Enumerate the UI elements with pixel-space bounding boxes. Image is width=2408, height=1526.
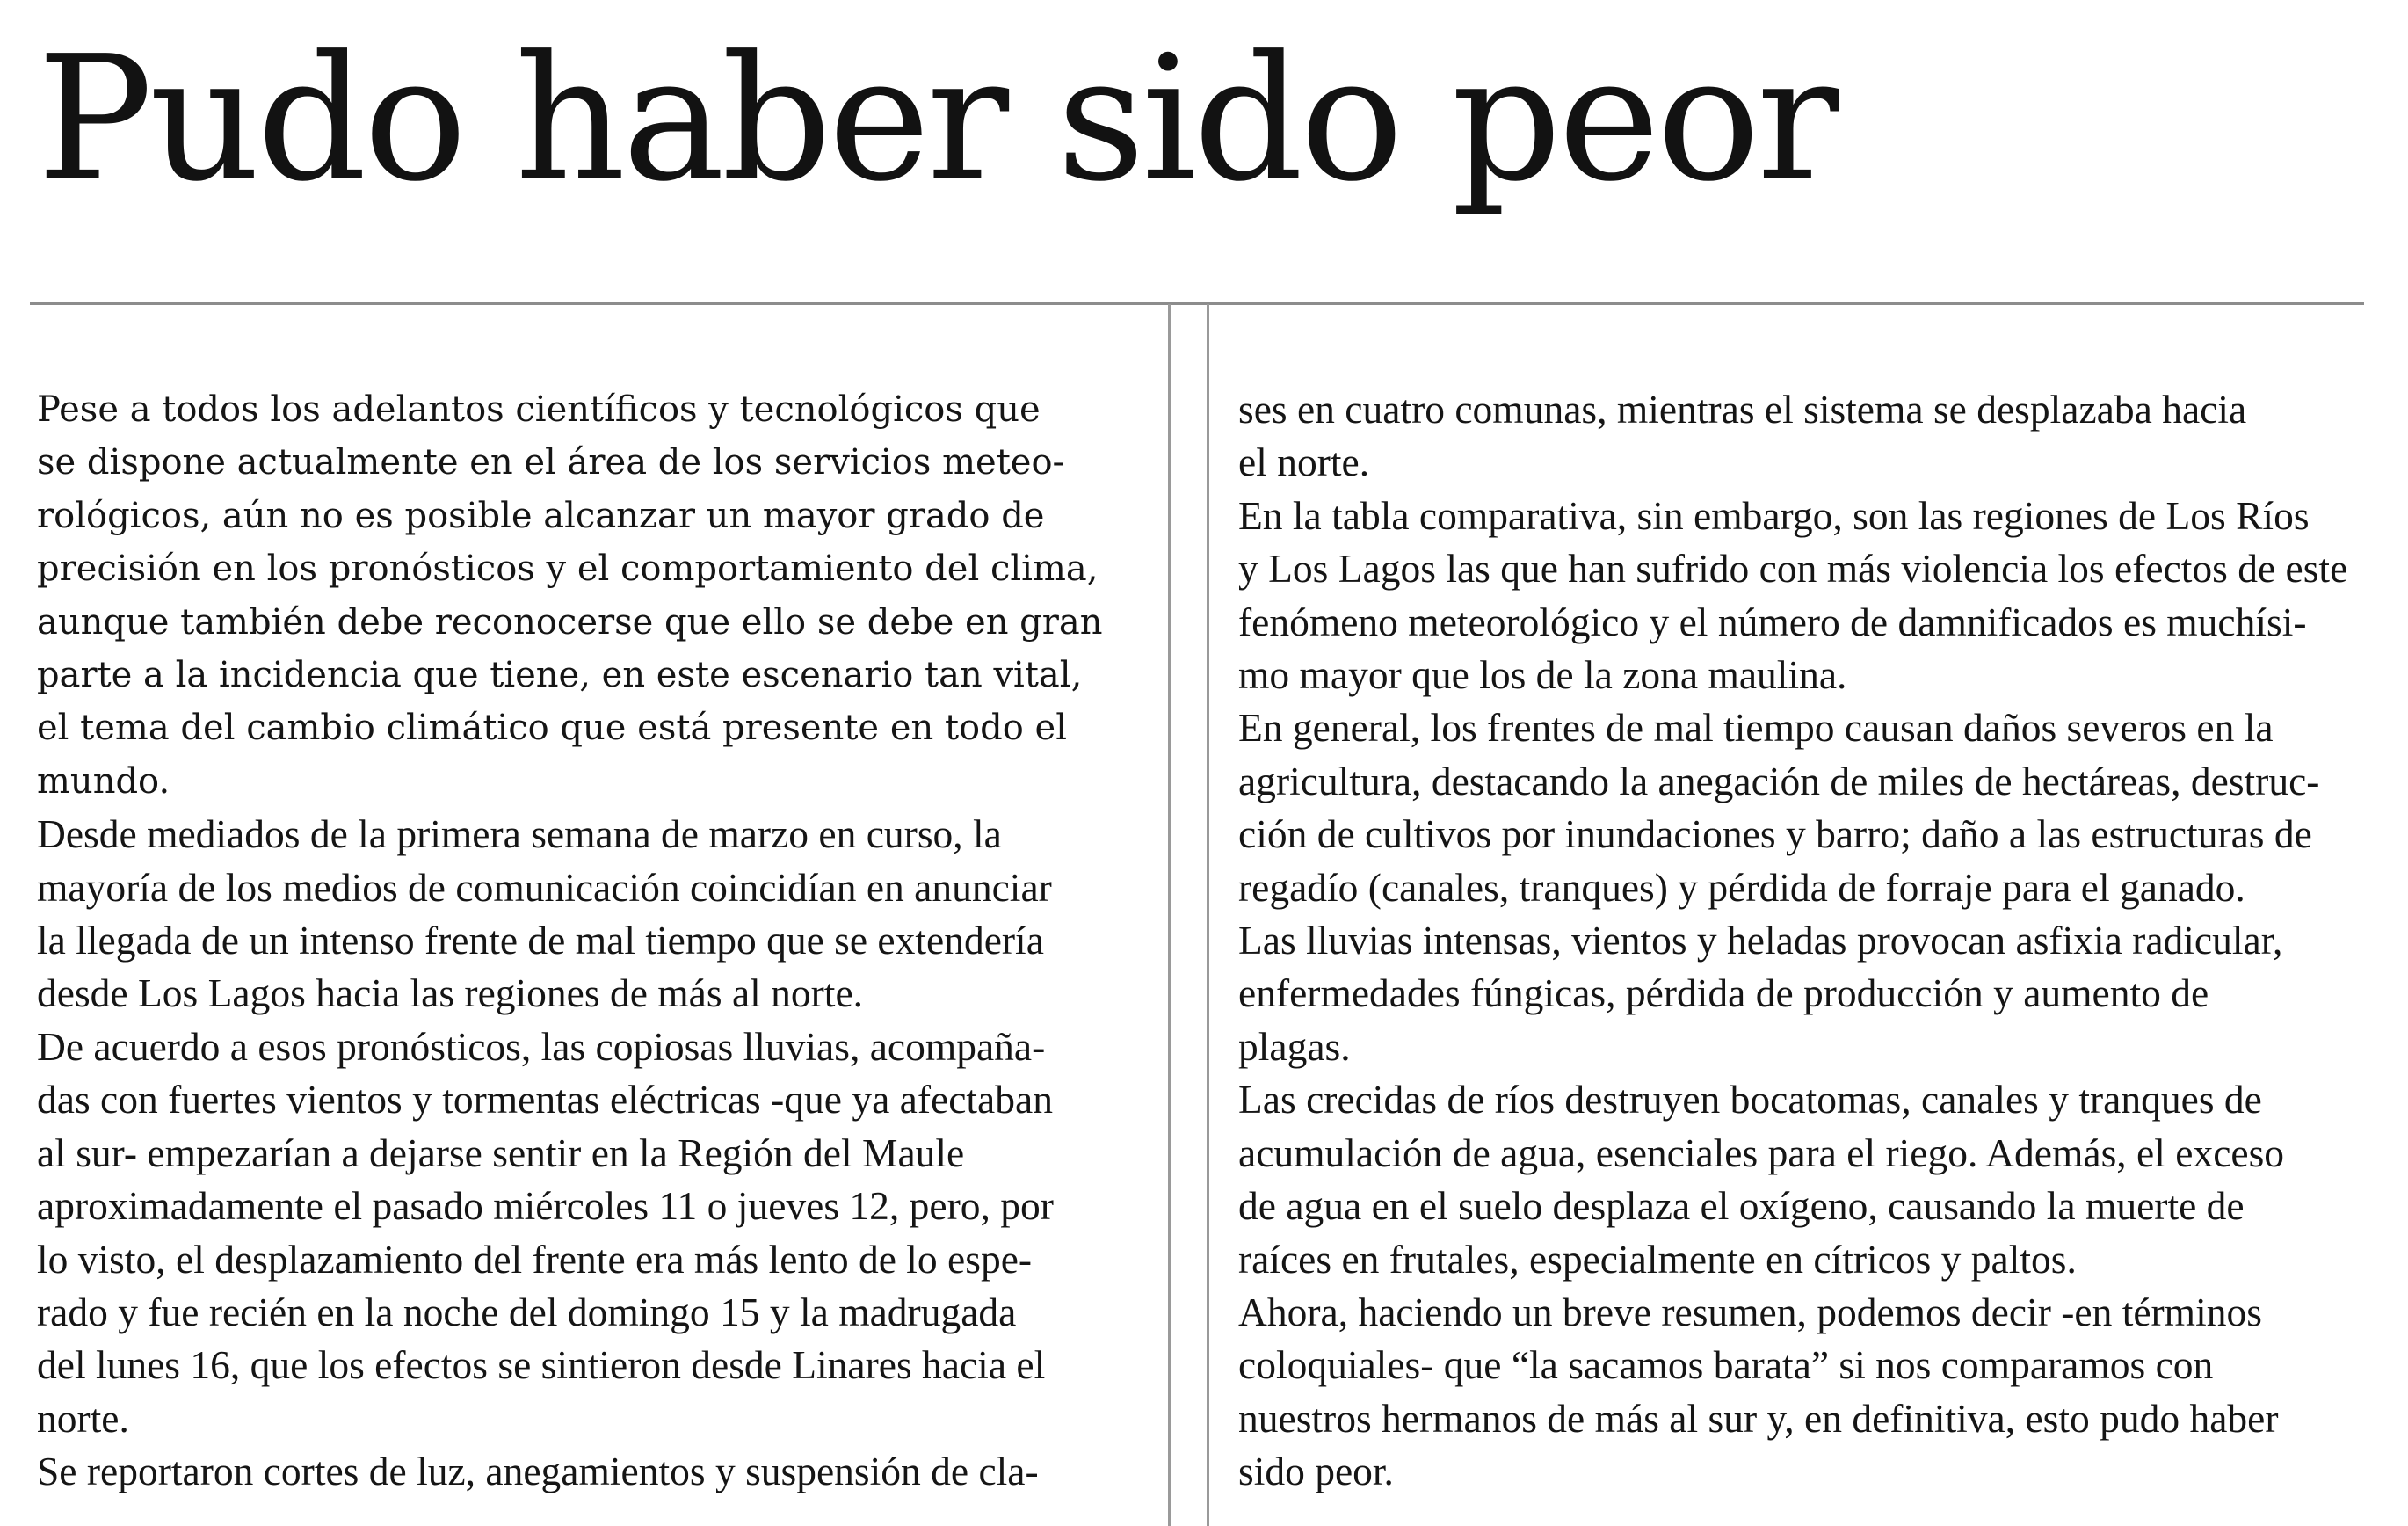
text-line: enfermedades fúngicas, pérdida de producción y aumento de (1238, 970, 2209, 1016)
text-line: De acuerdo a esos pronósticos, las copiosas lluvias, acompaña- (37, 1023, 1046, 1069)
text-line: rológicos, aún no es posible alcanzar un mayor grado de (37, 495, 1045, 536)
text-line: aunque también debe reconocerse que ello se debe en gran (37, 601, 1103, 643)
text-line: del lunes 16, que los efectos se sintieron desde Linares hacia el (37, 1342, 1046, 1388)
text-line: regadío (canales, tranques) y pérdida de forraje para el ganado. (1238, 864, 2245, 910)
text-line: al sur- empezarían a dejarse sentir en la Región del Maule (37, 1130, 965, 1175)
text-line: Ahora, haciendo un breve resumen, podemos decir -en términos (1238, 1289, 2262, 1334)
text-line: se dispone actualmente en el área de los servicios meteo- (37, 442, 1065, 483)
text-line: raíces en frutales, especialmente en cítricos y paltos. (1238, 1236, 2077, 1282)
text-line: rado y fue recién en la noche del domingo 15 y la madrugada (37, 1289, 1017, 1334)
text-line: desde Los Lagos hacia las regiones de más al norte. (37, 970, 864, 1016)
text-line: Pese a todos los adelantos científicos y tecnológicos que (37, 389, 1041, 430)
text-line: lo visto, el desplazamiento del frente era más lento de lo espe- (37, 1236, 1033, 1282)
text-line: de agua en el suelo desplaza el oxígeno, causando la muerte de (1238, 1183, 2245, 1229)
headline-divider (30, 302, 2364, 305)
text-line: Desde mediados de la primera semana de marzo en curso, la (37, 811, 1002, 857)
text-line: sido peor. (1238, 1449, 1394, 1494)
text-line: aproximadamente el pasado miércoles 11 o jueves 12, pero, por (37, 1183, 1054, 1229)
column-divider-right (1207, 304, 1209, 1526)
text-line: el norte. (1238, 440, 1370, 485)
text-line: Las crecidas de ríos destruyen bocatomas, canales y tranques de (1238, 1077, 2262, 1123)
text-line: En la tabla comparativa, sin embargo, son las regiones de Los Ríos (1238, 492, 2310, 538)
text-line: coloquiales- que “la sacamos barata” si nos comparamos con (1238, 1342, 2214, 1388)
text-line: ción de cultivos por inundaciones y barro; daño a las estructuras de (1238, 811, 2312, 857)
article-column-right (1238, 383, 2381, 1499)
text-line: parte a la incidencia que tiene, en este escenario tan vital, (37, 655, 1083, 696)
text-line: acumulación de agua, esenciales para el riego. Además, el exceso (1238, 1130, 2285, 1175)
text-line: plagas. (1238, 1023, 1351, 1069)
text-line: ses en cuatro comunas, mientras el sistema se desplazaba hacia (1238, 387, 2247, 432)
text-line: En general, los frentes de mal tiempo causan daños severos en la (1238, 705, 2274, 751)
text-line: norte. (37, 1395, 129, 1441)
text-line: mundo. (37, 760, 170, 802)
text-line: precisión en los pronósticos y el comportamiento del clima, (37, 549, 1099, 590)
text-line: la llegada de un intenso frente de mal tiempo que se extendería (37, 918, 1044, 963)
text-line: mayoría de los medios de comunicación coincidían en anunciar (37, 864, 1052, 910)
text-line: agricultura, destacando la anegación de miles de hectáreas, destruc- (1238, 758, 2320, 803)
article-column-left (37, 383, 1171, 1499)
text-line: mo mayor que los de la zona maulina. (1238, 652, 1847, 698)
text-line: y Los Lagos las que han sufrido con más violencia los efectos de este (1238, 546, 2348, 592)
text-line: fenómeno meteorológico y el número de damnificados es muchísi- (1238, 599, 2307, 644)
text-line: das con fuertes vientos y tormentas eléctricas -que ya afectaban (37, 1077, 1053, 1123)
text-line: Se reportaron cortes de luz, anegamientos y suspensión de cla- (37, 1449, 1039, 1494)
page-title: Pudo haber sido peor (37, 19, 1836, 220)
text-line: nuestros hermanos de más al sur y, en definitiva, esto pudo haber (1238, 1395, 2279, 1441)
text-line: Las lluvias intensas, vientos y heladas provocan asfixia radicular, (1238, 918, 2283, 963)
text-line: el tema del cambio climático que está presente en todo el (37, 708, 1067, 749)
